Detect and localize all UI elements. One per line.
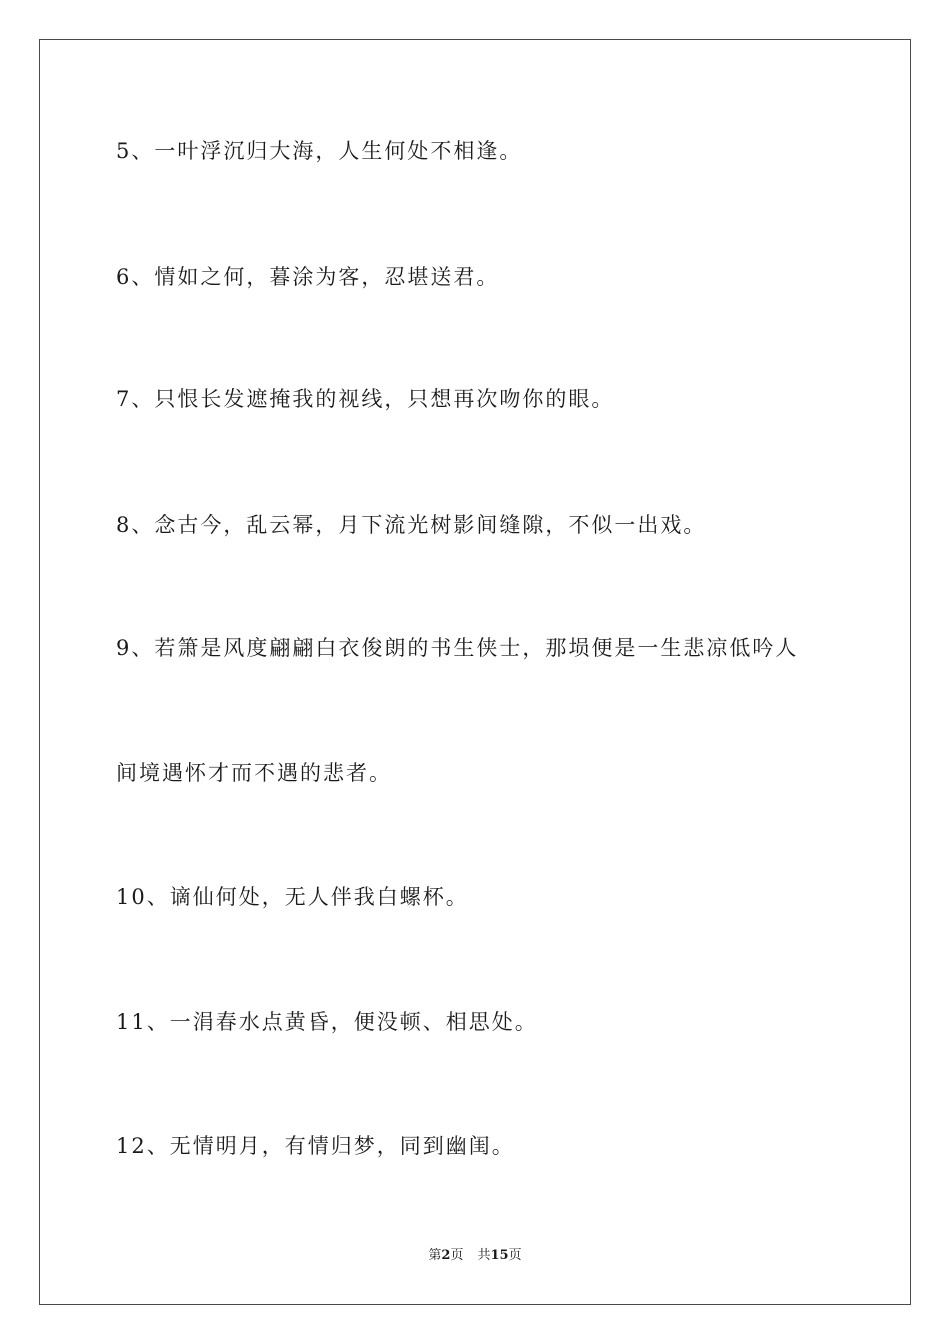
text-line-8: 8、念古今，乱云幂，月下流光树影间缝隙，不似一出戏。 [116, 513, 707, 537]
footer-page-suffix: 页 [450, 1248, 464, 1263]
footer-total-prefix: 共 [477, 1248, 491, 1263]
text-line-9: 9、若箫是风度翩翩白衣俊朗的书生侠士，那埙便是一生悲凉低吟人 [116, 636, 799, 660]
footer-prefix: 第 [428, 1248, 442, 1263]
text-line-7: 7、只恨长发遮掩我的视线，只想再次吻你的眼。 [116, 387, 615, 411]
text-line-6: 6、情如之何，暮涂为客，忍堪送君。 [116, 265, 500, 289]
page-border [39, 39, 911, 1305]
text-line-10: 10、谪仙何处，无人伴我白螺杯。 [116, 885, 469, 909]
current-page-number: 2 [441, 1248, 451, 1263]
text-line-11: 11、一涓春水点黄昏，便没顿、相思处。 [116, 1010, 538, 1034]
text-line-12: 12、无情明月，有情归梦，同到幽闺。 [116, 1134, 515, 1158]
page-footer [0, 1247, 950, 1265]
footer-total-suffix: 页 [508, 1248, 522, 1263]
text-line-9-continued: 间境遇怀才而不遇的悲者。 [116, 761, 392, 785]
text-line-5: 5、一叶浮沉归大海，人生何处不相逢。 [116, 139, 523, 163]
total-page-count: 15 [490, 1248, 509, 1263]
